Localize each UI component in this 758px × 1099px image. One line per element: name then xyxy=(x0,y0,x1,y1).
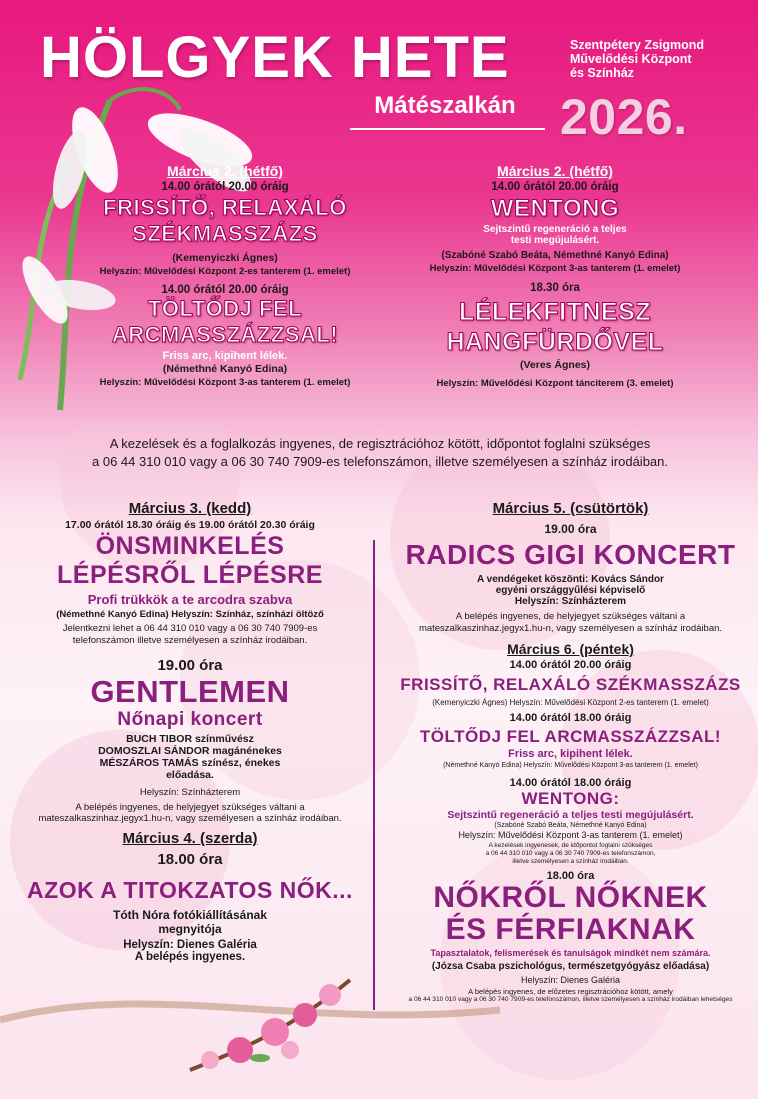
event-subtitle: Sejtszintű regeneráció a teljes xyxy=(483,224,627,235)
event-time: 14.00 órától 18.00 óráig xyxy=(509,712,632,725)
event-title: ÉS FÉRFIAKNAK xyxy=(445,912,696,946)
organizer-line: Szentpétery Zsigmond xyxy=(570,38,705,52)
poster-title: HÖLGYEK HETE xyxy=(40,25,510,90)
event-title: LÉLEKFITNESZ xyxy=(458,298,652,326)
event-day: Március 3. (kedd) xyxy=(128,500,252,517)
performer: BUCH TIBOR színművész xyxy=(126,732,254,745)
title-underline xyxy=(350,128,545,130)
performer: DOMOSZLAI SÁNDOR magánénekes xyxy=(98,744,282,757)
event-location: Helyszín: Színházterem xyxy=(514,596,627,607)
notice-line: a 06 44 310 010 vagy a 06 30 740 7909-es telefonszámon, illetve személyesen a színház irodáiban. xyxy=(92,454,668,469)
notice-line: A kezelések és a foglalkozás ingyenes, de regisztrációhoz kötött, időpontot foglalni szükséges xyxy=(109,436,651,451)
event-column-right xyxy=(388,500,753,1003)
event-day: Március 4. (szerda) xyxy=(122,830,258,848)
event-location: Helyszín: Művelődési Központ 3-as tanterem (1. emelet) xyxy=(429,263,681,274)
event-note: a 06 44 310 010 vagy a 06 30 740 7909-es telefonszámon, xyxy=(485,849,656,857)
performer: MÉSZÁROS TAMÁS színész, énekes xyxy=(99,756,281,769)
event-title: AZOK A TITOKZATOS NŐK... xyxy=(27,877,353,904)
event-subtitle: Tapasztalatok, felismerések és tanulságok mindkét nem számára. xyxy=(430,947,711,958)
event-title: SZÉKMASSZÁZS xyxy=(132,221,318,246)
event-time: 14.00 órától 20.00 óráig xyxy=(509,658,632,671)
performer: előadása. xyxy=(166,768,214,781)
town-name: Mátészalkán xyxy=(374,92,516,119)
event-panel-monday-right xyxy=(395,163,715,389)
event-title: FRISSÍTŐ, RELAXÁLÓ SZÉKMASSZÁZS xyxy=(400,674,741,694)
event-location: Helyszín: Művelődési Központ 3-as tanterem (1. emelet) xyxy=(458,830,683,841)
event-subtitle: megnyitója xyxy=(158,922,222,937)
event-title: WENTONG xyxy=(490,195,620,222)
event-title: NŐKRŐL NŐKNEK xyxy=(433,880,708,914)
organizer xyxy=(570,38,750,80)
event-day: Március 2. (hétfő) xyxy=(497,163,613,179)
event-time: 14.00 órától 20.00 óráig xyxy=(161,284,289,296)
event-location: Helyszín: Művelődési Központ 2-es tanterem (1. emelet) xyxy=(99,266,351,277)
event-entry: mateszalkaszinhaz.jegyx1.hu-n, vagy személyesen a színház irodáiban. xyxy=(38,813,342,825)
event-subtitle: Nőnapi koncert xyxy=(117,708,263,730)
organizer-line: és Színház xyxy=(570,66,634,80)
event-greeting: A vendégeket köszönti: Kovács Sándor xyxy=(477,574,664,585)
event-location: Helyszín: Dienes Galéria xyxy=(123,939,257,952)
event-note: illetve személyesen a színház irodáiban. xyxy=(512,857,629,865)
event-time: 14.00 órától 18.00 óráig xyxy=(509,776,632,789)
event-location: Helyszín: Művelődési Központ tánciterem (3. emelet) xyxy=(436,378,674,389)
event-title: WENTONG: xyxy=(521,788,620,808)
registration-notice xyxy=(40,435,720,471)
event-time: 17.00 órától 18.30 óráig és 19.00 órától 20.30 óráig xyxy=(65,519,315,531)
event-entry: mateszalkaszinhaz.jegyx1.hu-n, vagy személyesen a színház irodáiban. xyxy=(418,622,723,634)
event-title: LÉPÉSRŐL LÉPÉSRE xyxy=(57,561,323,589)
event-title: TÖLTŐDJ FEL xyxy=(147,296,303,321)
event-column-left xyxy=(20,500,360,963)
event-entry: A belépés ingyenes, de előzetes regisztrációhoz kötött, amely xyxy=(468,986,673,996)
event-day: Március 6. (péntek) xyxy=(507,640,634,657)
event-location: Helyszín: Művelődési Központ 3-as tanterem (1. emelet) xyxy=(99,377,351,388)
flower-sprig-illustration xyxy=(180,960,360,1080)
year: 2026. xyxy=(560,89,688,145)
event-entry: A belépés ingyenes. xyxy=(134,951,246,964)
event-location: Helyszín: Dienes Galéria xyxy=(520,974,621,985)
event-entry: a 06 44 310 010 vagy a 06 30 740 7909-es telefonszámon, illetve személyesen a színház irodáiban lehetséges xyxy=(408,995,733,1003)
event-title: FRISSÍTŐ, RELAXÁLÓ xyxy=(103,195,347,220)
event-title: HANGFÜRDŐVEL xyxy=(446,328,664,356)
event-time: 19.00 óra xyxy=(157,656,223,674)
event-person: (Józsa Csaba pszichológus, természetgyógyász előadása) xyxy=(431,960,710,972)
event-day: Március 5. (csütörtök) xyxy=(492,500,649,517)
event-day: Március 2. (hétfő) xyxy=(167,163,283,179)
event-registration: telefonszámon illetve személyesen a színház irodáiban. xyxy=(72,634,308,646)
event-note: A kezelések ingyenesek, de időpontot foglalni szükséges xyxy=(488,842,653,850)
event-location: Helyszín: Színházterem xyxy=(139,786,241,798)
column-divider xyxy=(373,540,375,1010)
event-title: ÖNSMINKELÉS xyxy=(95,532,285,560)
event-person: (Némethné Kanyó Edina) xyxy=(162,363,288,375)
event-title: ARCMASSZÁZZSAL! xyxy=(111,322,339,347)
event-info: (Némethné Kanyó Edina) Helyszín: Színház, színházi öltöző xyxy=(56,609,324,620)
event-time: 18.00 óra xyxy=(546,869,595,882)
event-subtitle: Friss arc, kipihent lélek. xyxy=(508,748,633,761)
event-subtitle: Sejtszintű regeneráció a teljes testi megújulásért. xyxy=(447,808,694,821)
event-panel-monday-left xyxy=(75,163,375,388)
event-subtitle: testi megújulásért. xyxy=(510,235,600,246)
event-time: 14.00 órától 20.00 óráig xyxy=(491,181,619,193)
event-greeting: egyéni országgyűlési képviselő xyxy=(495,585,646,596)
event-info: (Kemenyiczki Ágnes) Helyszín: Művelődési Központ 2-es tanterem (1. emelet) xyxy=(432,697,709,707)
event-time: 18.30 óra xyxy=(530,282,580,294)
event-info: (Némethné Kanyó Edina) Helyszín: Művelődési Központ 3-as tanterem (1. emelet) xyxy=(443,762,698,770)
event-person: (Veres Ágnes) xyxy=(519,359,591,371)
event-person: (Szabóné Szabó Beáta, Némethné Kanyó Edina) xyxy=(441,250,669,261)
event-time: 19.00 óra xyxy=(544,522,597,536)
event-title: RADICS GIGI KONCERT xyxy=(405,539,736,570)
event-subtitle: Tóth Nóra fotókiállításának xyxy=(112,908,268,923)
organizer-line: Művelődési Központ xyxy=(570,52,692,66)
event-person: (Kemenyiczki Ágnes) xyxy=(172,252,278,264)
event-time: 18.00 óra xyxy=(157,851,223,869)
event-entry: A belépés ingyenes, de helyjegyet szükséges váltani a xyxy=(75,801,305,813)
event-subtitle: Profi trükkök a te arcodra szabva xyxy=(87,592,293,607)
event-time: 14.00 órától 20.00 óráig xyxy=(161,181,289,193)
event-title: TÖLTŐDJ FEL ARCMASSZÁZZSAL! xyxy=(419,727,722,747)
event-entry: A belépés ingyenes, de helyjegyet szükséges váltani a xyxy=(455,611,686,622)
event-subtitle: Friss arc, kipihent lélek. xyxy=(162,350,288,362)
event-registration: Jelentkezni lehet a 06 44 310 010 vagy a 06 30 740 7909-es xyxy=(62,622,318,634)
event-title: GENTLEMEN xyxy=(90,673,290,709)
event-person: (Szabóné Szabó Beáta, Némethné Kanyó Edina) xyxy=(494,821,647,829)
